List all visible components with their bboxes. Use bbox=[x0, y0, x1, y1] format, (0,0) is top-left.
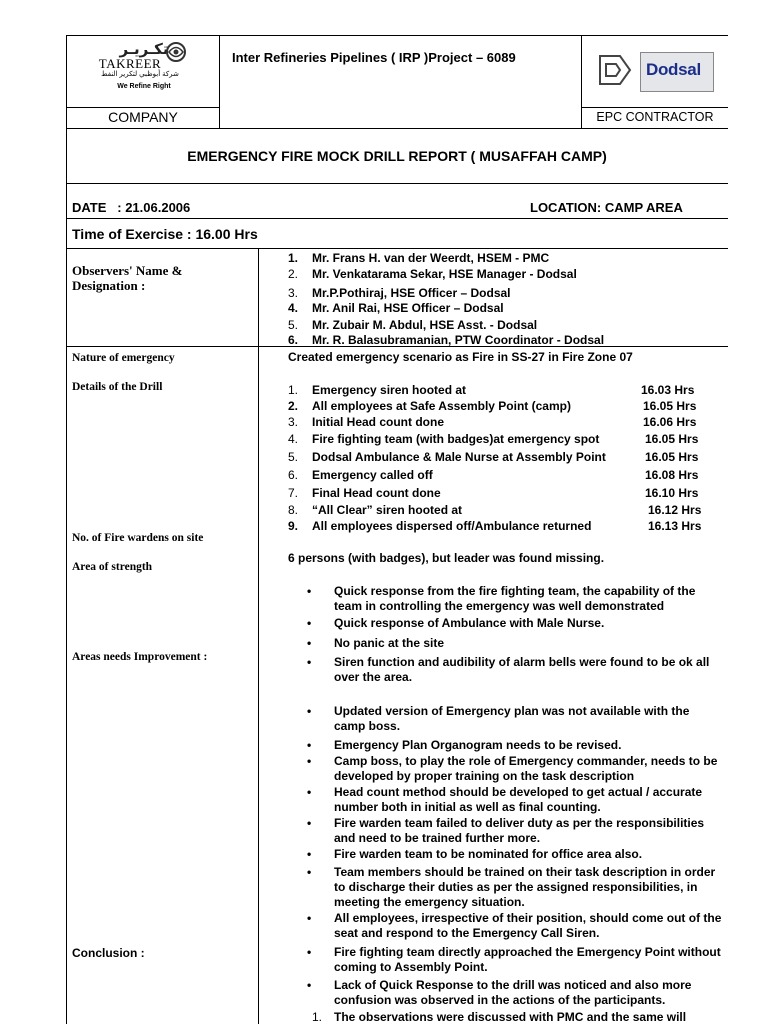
observers-label-line2: Designation : bbox=[72, 278, 146, 293]
date-label: DATE : 21.06.2006 bbox=[72, 200, 191, 215]
drill-step-time: 16.12 Hrs bbox=[648, 503, 702, 517]
improvement-item: • Fire warden team to be nominated for office area also. bbox=[307, 847, 643, 861]
observer-item: 1. Mr. Frans H. van der Weerdt, HSEM - PMC bbox=[288, 251, 550, 265]
contractor-label: EPC CONTRACTOR bbox=[596, 110, 714, 124]
label-wardens: No. of Fire wardens on site bbox=[72, 532, 204, 544]
drill-step-time: 16.05 Hrs bbox=[645, 450, 699, 464]
improvement-item: • Emergency Plan Organogram needs to be revised. bbox=[307, 738, 622, 752]
label-nature: Nature of emergency bbox=[72, 352, 175, 364]
observers-label bbox=[72, 263, 182, 293]
final-note: 1. The observations were discussed with PMC and the same will bbox=[312, 1010, 687, 1024]
drill-step: 7. Final Head count done bbox=[288, 486, 441, 500]
label-details: Details of the Drill bbox=[72, 381, 163, 393]
label-strength: Area of strength bbox=[72, 561, 153, 573]
company-logo bbox=[70, 38, 216, 104]
drill-step: 2. All employees at Safe Assembly Point (camp) bbox=[288, 399, 571, 413]
observer-item: 6. Mr. R. Balasubramanian, PTW Coordinator - Dodsal bbox=[288, 333, 605, 347]
project-title: Inter Refineries Pipelines ( IRP )Project – 6089 bbox=[232, 50, 516, 65]
drill-step: 3. Initial Head count done bbox=[288, 415, 445, 429]
report-title: EMERGENCY FIRE MOCK DRILL REPORT ( MUSAFFAH CAMP) bbox=[187, 148, 607, 164]
improvement-item: • Updated version of Emergency plan was not available with the camp boss. bbox=[307, 704, 690, 733]
observer-item: 3. Mr.P.Pothiraj, HSE Officer – Dodsal bbox=[288, 286, 511, 300]
drill-step-time: 16.06 Hrs bbox=[643, 415, 697, 429]
label-conclusion: Conclusion : bbox=[72, 946, 145, 960]
improvement-item: • All employees, irrespective of their position, should come out of the seat and respond to the Emergency Call Siren. bbox=[307, 911, 722, 940]
contractor-logo bbox=[598, 48, 716, 94]
contractor-logo-text: Dodsal bbox=[646, 60, 701, 79]
location-label: LOCATION: CAMP AREA bbox=[530, 200, 683, 215]
drill-step: 9. All employees dispersed off/Ambulance returned bbox=[288, 519, 592, 533]
conclusion-item: • Lack of Quick Response to the drill was noticed and also more confusion was observed in the actions of the participants. bbox=[307, 978, 692, 1007]
observer-item: 5. Mr. Zubair M. Abdul, HSE Asst. - Dodsal bbox=[288, 318, 538, 332]
observer-item: 2. Mr. Venkatarama Sekar, HSE Manager - Dodsal bbox=[288, 267, 577, 281]
drill-step: 8. “All Clear” siren hooted at bbox=[288, 503, 463, 517]
strength-item: • Quick response from the fire fighting team, the capability of the team in controlling the emergency was well demonstrated bbox=[307, 584, 696, 613]
observer-item: 4. Mr. Anil Rai, HSE Officer – Dodsal bbox=[288, 301, 504, 315]
strength-item: • Siren function and audibility of alarm bells were found to be ok all over the area. bbox=[307, 655, 710, 684]
drill-step-time: 16.05 Hrs bbox=[645, 432, 699, 446]
time-label: Time of Exercise : 16.00 Hrs bbox=[72, 226, 258, 242]
improvement-item: • Team members should be trained on their task description in order to discharge their duties as per the assigned responsibilities, in meeting the emergency situation. bbox=[307, 865, 716, 909]
drill-step-time: 16.08 Hrs bbox=[645, 468, 699, 482]
company-label: COMPANY bbox=[108, 109, 178, 125]
dodsal-emblem-icon bbox=[598, 50, 632, 90]
logo-arabic-sub: شركة أبوظبي لتكرير النفط bbox=[101, 71, 179, 78]
observers-label-line1: Observers' Name & bbox=[72, 263, 183, 278]
wardens-text: 6 persons (with badges), but leader was found missing. bbox=[288, 551, 605, 565]
improvement-item: • Head count method should be developed to get actual / accurate number both in initial as well as final counting. bbox=[307, 785, 703, 814]
strength-item: • Quick response of Ambulance with Male Nurse. bbox=[307, 616, 605, 630]
label-improvement: Areas needs Improvement : bbox=[72, 651, 208, 663]
logo-arabic-text: تكـريـر bbox=[119, 41, 169, 58]
conclusion-item: • Fire fighting team directly approached the Emergency Point without coming to Assembly Point. bbox=[307, 945, 721, 974]
drill-step-time: 16.05 Hrs bbox=[643, 399, 697, 413]
improvement-item: • Fire warden team failed to deliver duty as per the responsibilities and need to be trained further more. bbox=[307, 816, 705, 845]
drill-step: 5. Dodsal Ambulance & Male Nurse at Assembly Point bbox=[288, 450, 606, 464]
strength-item: • No panic at the site bbox=[307, 636, 445, 650]
nature-text: Created emergency scenario as Fire in SS-27 in Fire Zone 07 bbox=[288, 350, 633, 364]
logo-tagline: We Refine Right bbox=[117, 83, 171, 90]
logo-name: TAKREER bbox=[98, 56, 162, 71]
drill-step: 4. Fire fighting team (with badges)at emergency spot bbox=[288, 432, 600, 446]
drill-step-time: 16.13 Hrs bbox=[648, 519, 702, 533]
drill-step-time: 16.10 Hrs bbox=[645, 486, 699, 500]
drill-step-time: 16.03 Hrs bbox=[641, 383, 695, 397]
drill-step: 6. Emergency called off bbox=[288, 468, 433, 482]
drill-step: 1. Emergency siren hooted at bbox=[288, 383, 467, 397]
improvement-item: • Camp boss, to play the role of Emergency commander, needs to be developed by proper training on the task description bbox=[307, 754, 718, 783]
